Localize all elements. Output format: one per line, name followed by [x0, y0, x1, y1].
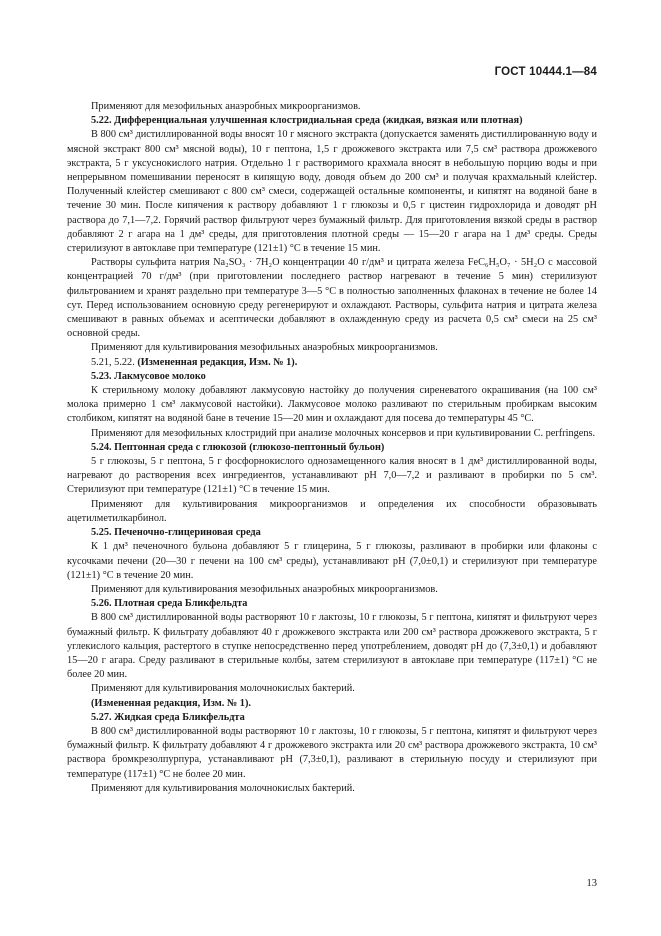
paragraph: В 800 см³ дистиллированной воды вносят 10 г мясного экстракта (допускается заменять дистиллированную воду и мясной экстракт 800 см³ мясной воды), 10 г пептона, 1,5 г дрожжевого экстракта или 7,5 см³ раствора дрожжевого экстракта, 5 г уксуснокислого натрия. Отдельно 1 г растворимого крахмала вносят в небольшую порцию воды и при непрерывном помешивании переносят в кипящую воду, доводя объем до 200 см³ и получая крахмальный клейстер. Полученный клейстер смешивают с 800 см³ смеси, содержащей остальные компоненты, и кипятят на водяной бане в течение 30 мин. После кипячения к раствору добавляют 1 г глюкозы и 0,5 г цистеин гидрохлорида и доводят pH раствора до 7,1—7,2. Горячий раствор фильтруют через бумажный фильтр. Для приготовления вязкой среды в раствор добавляют 2 г агара на 1 дм³ среды, для приготовления плотной среды — 15—20 г агара на 1 дм³ среды. Среды стерилизуют в автоклаве при температуре (121±1) °С в течение 15 мин. [67, 129, 597, 255]
paragraph: В 800 см³ дистиллированной воды растворяют 10 г лактозы, 10 г глюкозы, 5 г пептона, кипятят и фильтруют через бумажный фильтр. К фильтрату добавляют 40 г дрожжевого экстракта или 200 см³ раствора дрожжевого экстракта, 5 г углекислого кальция, растертого в ступке непосредственно перед употреблением, доводят pH до (7,3±0,1) и добавляют 15—20 г агара. Среду разливают в стерильные колбы, затем стерилизуют в автоклаве при температуре (117±1) °С не более 20 мин. [67, 612, 597, 681]
page-number: 13 [586, 878, 597, 889]
edit-note-label: (Измененная редакция, Изм. № 1). [137, 356, 298, 368]
edit-note [67, 356, 597, 370]
paragraph: Растворы сульфита натрия Na₂SO₃ · 7H₂O концентрации 40 г/дм³ и цитрата железа FeC₆H₅O₇ · 5H₂O с массовой концентрацией 70 г/дм³ (при приготовлении последнего раствор нагревают в течение 5 мин) стерилизуют фильтрованием и хранят раздельно при температуре 3—5 °С в полностью заполненных флаконах в течение не более 14 сут. Перед использованием основную среду регенерируют и охлаждают. Растворы, сульфита натрия и цитрата железа смешивают в равных объемах и асептически добавляют в охлажденную среду из расчета 0,5 см³ смеси на 25 см³ основной среды. [67, 257, 597, 340]
paragraph: К стерильному молоку добавляют лакмусовую настойку до получения сиреневатого окрашивания (на 100 см³ молока примерно 1 см³ лакмусовой настойки). Лакмусовое молоко разливают по стерильным пробиркам высоким столбиком, кипятят на водяной бане в течение 15—20 мин и охлаждают для посева до температуры 45 °С. [67, 385, 597, 425]
document-body [67, 100, 597, 796]
section-heading: 5.27. Жидкая среда Бликфельдта [91, 711, 245, 723]
paragraph: В 800 см³ дистиллированной воды растворяют 10 г лактозы, 10 г глюкозы, 5 г пептона, кипятят и фильтруют через бумажный фильтр. К фильтрату добавляют 4 г дрожжевого экстракта или 20 см³ раствора дрожжевого экстракта, 10 см³ раствора бромкрезолпурпура, устанавливают pH (7,3±0,1), разливают в стерильную посуду и стерилизуют при температуре (117±1) °С не более 20 мин. [67, 725, 597, 780]
paragraph: Применяют для культивирования мезофильных анаэробных микроорганизмов. [91, 583, 438, 595]
paragraph: Применяют для культивирования мезофильных анаэробных микроорганизмов. [91, 342, 438, 354]
section-heading: 5.25. Печеночно-глицериновая среда [91, 527, 261, 539]
paragraph: Применяют для культивирования молочнокислых бактерий. [91, 782, 355, 794]
paragraph: Применяют для мезофильных клостридий при анализе молочных консервов и при культивировании C. perfringens. [91, 427, 596, 439]
paragraph: Применяют для культивирования микроорганизмов и определения их способности образовывать ацетилметилкарбинол. [67, 498, 597, 524]
paragraph: Применяют для мезофильных анаэробных микроорганизмов. [91, 101, 361, 112]
section-heading: 5.22. Дифференциальная улучшенная клостридиальная среда (жидкая, вязкая или плотная) [91, 115, 523, 127]
paragraph: К 1 дм³ печеночного бульона добавляют 5 г глицерина, 5 г глюкозы, разливают в пробирки или флаконы с кусочками печени (20—30 г печени на 100 см³ среды), устанавливают pH (7,0±0,1) и стерилизуют при температуре (121±1) °С в течение 20 мин. [67, 541, 597, 581]
edit-note: (Измененная редакция, Изм. № 1). [91, 697, 251, 709]
section-heading: 5.23. Лакмусовое молоко [91, 370, 206, 382]
section-heading: 5.26. Плотная среда Бликфельдта [91, 598, 248, 610]
paragraph: Применяют для культивирования молочнокислых бактерий. [91, 683, 355, 695]
edit-note-ref: 5.21, 5.22. [91, 356, 138, 368]
standard-header: ГОСТ 10444.1—84 [494, 66, 597, 78]
section-heading: 5.24. Пептонная среда с глюкозой (глюкозо-пептонный бульон) [91, 441, 385, 453]
paragraph: 5 г глюкозы, 5 г пептона, 5 г фосфорнокислого однозамещенного калия вносят в 1 дм³ дистиллированной воды, нагревают до растворения всех ингредиентов, устанавливают pH 7,0—7,2 и разливают в пробирки по 5 см³. Стерилизуют при температуре (121±1) °С в течение 15 мин. [67, 456, 597, 496]
